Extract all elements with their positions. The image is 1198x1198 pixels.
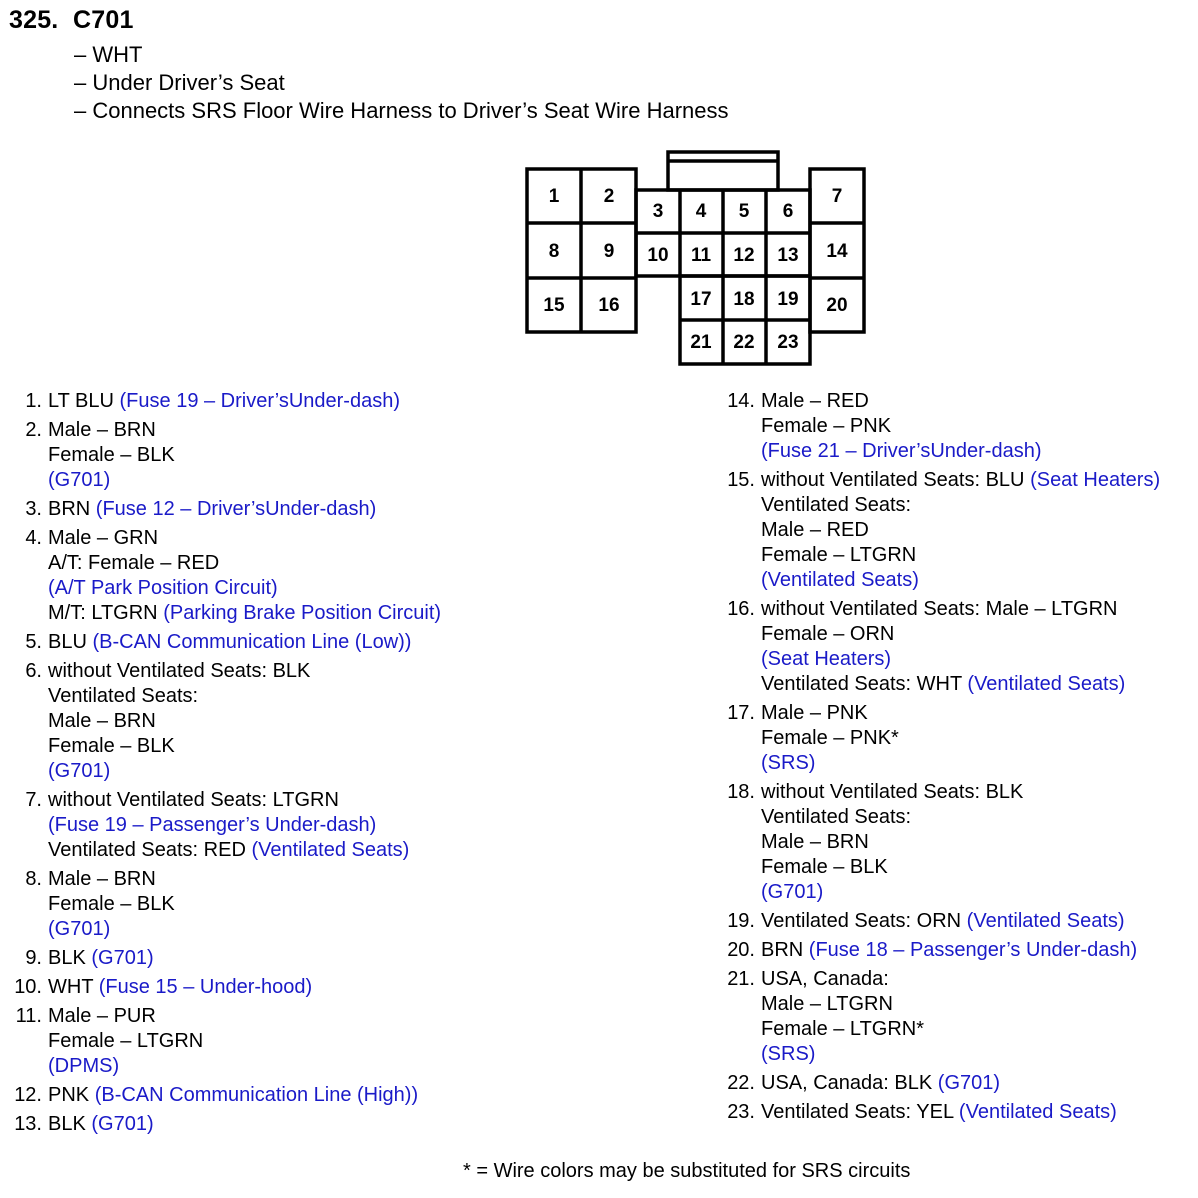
pin-entry bbox=[10, 418, 690, 493]
wire-color-text: without Ventilated Seats: BLK bbox=[761, 781, 1024, 803]
wire-color-text: without Ventilated Seats: BLU bbox=[761, 469, 1031, 491]
wire-color-text: Ventilated Seats: ORN bbox=[761, 910, 967, 932]
pin-16: 16 bbox=[598, 295, 620, 316]
pin-description-line bbox=[48, 1112, 690, 1137]
pin-entry bbox=[10, 526, 690, 626]
pin-description-line bbox=[48, 759, 690, 784]
pin-description-line bbox=[48, 443, 690, 468]
pin-number: 14. bbox=[727, 390, 755, 412]
wire-color-text: Female – BLK bbox=[48, 893, 175, 915]
wire-color-text: Female – BLK bbox=[48, 444, 175, 466]
pin-description-line bbox=[48, 468, 690, 493]
pin-entry bbox=[10, 975, 690, 1000]
pin-number: 1. bbox=[25, 390, 42, 412]
pin-entry bbox=[723, 597, 1193, 697]
wire-color-text: Female – LTGRN bbox=[761, 544, 917, 566]
pin-entry bbox=[10, 630, 690, 655]
pin-20: 20 bbox=[826, 295, 848, 316]
pin-description-line bbox=[48, 867, 690, 892]
pin-description-line bbox=[48, 788, 690, 813]
pin-entry bbox=[723, 701, 1193, 776]
pin-number: 5. bbox=[25, 631, 42, 653]
pin-23: 23 bbox=[777, 332, 799, 353]
wire-color-text: BRN bbox=[48, 498, 96, 520]
circuit-reference: (Seat Heaters) bbox=[1030, 469, 1161, 491]
pin-description-line bbox=[761, 518, 1193, 543]
wire-color-text: Male – BRN bbox=[48, 419, 156, 441]
pin-description-line bbox=[48, 734, 690, 759]
wire-color-text: Male – PUR bbox=[48, 1005, 156, 1027]
pin-number: 7. bbox=[25, 789, 42, 811]
pin-description-line bbox=[48, 813, 690, 838]
pin-description-line bbox=[761, 751, 1193, 776]
pin-entry bbox=[10, 389, 690, 414]
pin-description-line bbox=[761, 805, 1193, 830]
wire-color-text: Female – LTGRN* bbox=[761, 1018, 925, 1040]
pin-description-line bbox=[761, 992, 1193, 1017]
circuit-reference: (G701) bbox=[48, 760, 111, 782]
pin-description-line bbox=[48, 497, 690, 522]
wire-color-text: BRN bbox=[761, 939, 809, 961]
wire-color-text: Male – RED bbox=[761, 519, 869, 541]
pin-description-line bbox=[761, 439, 1193, 464]
pin-description-line bbox=[761, 597, 1193, 622]
wire-color-text: Female – PNK* bbox=[761, 727, 899, 749]
wire-color-text: Ventilated Seats: bbox=[48, 685, 199, 707]
pin-entry bbox=[10, 659, 690, 784]
circuit-reference: (Ventilated Seats) bbox=[958, 1101, 1117, 1123]
pin-17: 17 bbox=[690, 289, 712, 310]
pin-entry bbox=[10, 497, 690, 522]
pin-number: 17. bbox=[727, 702, 755, 724]
pin-description-line bbox=[761, 726, 1193, 751]
pin-entry bbox=[10, 946, 690, 971]
pin-description-line bbox=[761, 672, 1193, 697]
pin-description-line bbox=[48, 1083, 690, 1108]
connector-latch bbox=[668, 152, 778, 190]
pin-description-line bbox=[761, 1071, 1193, 1096]
circuit-reference: (Fuse 12 – Driver’sUnder-dash) bbox=[95, 498, 377, 520]
circuit-reference: (DPMS) bbox=[48, 1055, 120, 1077]
pin-number: 23. bbox=[727, 1101, 755, 1123]
wire-color-text: Ventilated Seats: bbox=[761, 494, 912, 516]
circuit-reference: (Parking Brake Position Circuit) bbox=[163, 602, 442, 624]
pin-entry bbox=[723, 389, 1193, 464]
pin-list-left bbox=[10, 389, 690, 1141]
pin-entry bbox=[10, 1083, 690, 1108]
pin-entry bbox=[10, 1004, 690, 1079]
pin-description-line bbox=[761, 622, 1193, 647]
wire-color-text: Female – PNK bbox=[761, 415, 892, 437]
pin-description-line bbox=[48, 917, 690, 942]
pin-entry bbox=[10, 1112, 690, 1137]
pin-22: 22 bbox=[733, 332, 755, 353]
pin-13: 13 bbox=[777, 245, 799, 266]
connector-face-diagram bbox=[0, 0, 1198, 380]
pin-number: 18. bbox=[727, 781, 755, 803]
wire-color-text: A/T: Female – RED bbox=[48, 552, 220, 574]
circuit-reference: (Fuse 21 – Driver’sUnder-dash) bbox=[761, 440, 1042, 462]
pin-number: 13. bbox=[14, 1113, 42, 1135]
pin-entry bbox=[10, 867, 690, 942]
pin-3: 3 bbox=[652, 201, 664, 222]
pin-description-line bbox=[48, 389, 690, 414]
pin-description-line bbox=[48, 1004, 690, 1029]
pin-description-line bbox=[48, 659, 690, 684]
pin-number: 22. bbox=[727, 1072, 755, 1094]
connector-location: – Under Driver’s Seat bbox=[74, 70, 285, 95]
pin-description-line bbox=[761, 647, 1193, 672]
circuit-reference: (G701) bbox=[48, 918, 111, 940]
wire-color-text: Male – LTGRN bbox=[761, 993, 893, 1015]
pin-21: 21 bbox=[690, 332, 712, 353]
pin-description-line bbox=[761, 855, 1193, 880]
section-number: 325. bbox=[9, 6, 59, 34]
pin-description-line bbox=[48, 709, 690, 734]
pin-description-line bbox=[48, 838, 690, 863]
circuit-reference: (B-CAN Communication Line (Low)) bbox=[92, 631, 412, 653]
pin-description-line bbox=[761, 967, 1193, 992]
pin-2: 2 bbox=[603, 186, 615, 207]
circuit-reference: (SRS) bbox=[761, 1043, 816, 1065]
circuit-reference: (G701) bbox=[761, 881, 824, 903]
pin-description-line bbox=[761, 543, 1193, 568]
pin-number: 21. bbox=[727, 968, 755, 990]
wire-color-text: WHT bbox=[48, 976, 99, 998]
wire-color-text: Male – BRN bbox=[761, 831, 869, 853]
connector-color: – WHT bbox=[74, 42, 143, 67]
wire-color-text: Ventilated Seats: RED bbox=[48, 839, 252, 861]
wire-color-text: PNK bbox=[48, 1084, 95, 1106]
pin-description-line bbox=[48, 601, 690, 626]
connector-id: C701 bbox=[73, 6, 134, 34]
wire-color-text: USA, Canada: bbox=[761, 968, 889, 990]
pin-11: 11 bbox=[690, 245, 712, 266]
pin-7: 7 bbox=[831, 186, 843, 207]
wire-color-text: Ventilated Seats: bbox=[761, 806, 912, 828]
circuit-reference: (B-CAN Communication Line (High)) bbox=[94, 1084, 419, 1106]
pin-description-line bbox=[761, 389, 1193, 414]
circuit-reference: (G701) bbox=[937, 1072, 1001, 1094]
pin-description-line bbox=[761, 1042, 1193, 1067]
pin-description-line bbox=[761, 701, 1193, 726]
pin-12: 12 bbox=[733, 245, 755, 266]
circuit-reference: (SRS) bbox=[761, 752, 816, 774]
wire-color-text: Male – GRN bbox=[48, 527, 159, 549]
circuit-reference: (Seat Heaters) bbox=[761, 648, 892, 670]
circuit-reference: (Ventilated Seats) bbox=[251, 839, 410, 861]
pin-description-line bbox=[761, 830, 1193, 855]
circuit-reference: (Ventilated Seats) bbox=[761, 569, 919, 591]
pin-6: 6 bbox=[782, 201, 794, 222]
pin-description-line bbox=[48, 551, 690, 576]
pin-description-line bbox=[48, 576, 690, 601]
wire-color-text: BLK bbox=[48, 1113, 92, 1135]
wire-color-text: Female – BLK bbox=[48, 735, 175, 757]
pin-15: 15 bbox=[543, 295, 565, 316]
pin-description-line bbox=[761, 1017, 1193, 1042]
wire-color-text: Ventilated Seats: YEL bbox=[761, 1101, 959, 1123]
pin-number: 3. bbox=[25, 498, 42, 520]
pin-description-line bbox=[761, 414, 1193, 439]
wire-color-text: LT BLU bbox=[48, 390, 120, 412]
pin-number: 8. bbox=[25, 868, 42, 890]
wire-color-text: Female – BLK bbox=[761, 856, 888, 878]
wire-color-text: without Ventilated Seats: BLK bbox=[48, 660, 311, 682]
wire-color-text: Male – BRN bbox=[48, 868, 156, 890]
circuit-reference: (Fuse 19 – Driver’sUnder-dash) bbox=[119, 390, 400, 412]
pin-description-line bbox=[761, 568, 1193, 593]
pin-description-line bbox=[761, 909, 1193, 934]
pin-entry bbox=[723, 938, 1193, 963]
pin-4: 4 bbox=[695, 201, 707, 222]
circuit-reference: (A/T Park Position Circuit) bbox=[48, 577, 278, 599]
pin-description-line bbox=[761, 880, 1193, 905]
footnote: * = Wire colors may be substituted for SRS circuits bbox=[463, 1160, 911, 1182]
pin-description-line bbox=[48, 892, 690, 917]
pin-number: 6. bbox=[25, 660, 42, 682]
pin-number: 12. bbox=[14, 1084, 42, 1106]
circuit-reference: (Fuse 15 – Under-hood) bbox=[98, 976, 313, 998]
wire-color-text: BLK bbox=[48, 947, 92, 969]
pin-description-line bbox=[761, 938, 1193, 963]
pin-number: 20. bbox=[727, 939, 755, 961]
wire-color-text: Male – PNK bbox=[761, 702, 868, 724]
wire-color-text: Ventilated Seats: WHT bbox=[761, 673, 968, 695]
pin-number: 2. bbox=[25, 419, 42, 441]
wire-color-text: Male – BRN bbox=[48, 710, 156, 732]
wire-color-text: Female – LTGRN bbox=[48, 1030, 204, 1052]
circuit-reference: (Ventilated Seats) bbox=[967, 673, 1126, 695]
pin-description-line bbox=[761, 493, 1193, 518]
wire-color-text: USA, Canada: BLK bbox=[761, 1072, 938, 1094]
pin-number: 10. bbox=[14, 976, 42, 998]
pin-entry bbox=[723, 468, 1193, 593]
pin-description-line bbox=[48, 975, 690, 1000]
pin-description-line bbox=[761, 468, 1193, 493]
pin-description-line bbox=[48, 418, 690, 443]
pin-entry bbox=[723, 1100, 1193, 1125]
pin-5: 5 bbox=[738, 201, 750, 222]
pin-entry bbox=[723, 780, 1193, 905]
wire-color-text: BLU bbox=[48, 631, 93, 653]
pin-entry bbox=[723, 1071, 1193, 1096]
pin-entry bbox=[723, 909, 1193, 934]
pin-number: 15. bbox=[727, 469, 755, 491]
pin-10: 10 bbox=[647, 245, 669, 266]
circuit-reference: (Fuse 18 – Passenger’s Under-dash) bbox=[808, 939, 1138, 961]
circuit-reference: (G701) bbox=[91, 947, 154, 969]
circuit-reference: (Ventilated Seats) bbox=[966, 910, 1125, 932]
pin-number: 4. bbox=[25, 527, 42, 549]
wire-color-text: Male – RED bbox=[761, 390, 869, 412]
pin-entry bbox=[10, 788, 690, 863]
pin-description-line bbox=[48, 526, 690, 551]
pin-description-line bbox=[48, 630, 690, 655]
connector-description: – Connects SRS Floor Wire Harness to Driver’s Seat Wire Harness bbox=[74, 98, 729, 123]
pin-description-line bbox=[761, 780, 1193, 805]
pin-list-right bbox=[723, 389, 1193, 1129]
pin-description-line bbox=[48, 1054, 690, 1079]
pin-8: 8 bbox=[548, 241, 560, 262]
pin-description-line bbox=[48, 1029, 690, 1054]
pin-number: 11. bbox=[15, 1005, 42, 1027]
pin-19: 19 bbox=[777, 289, 799, 310]
pin-number: 16. bbox=[727, 598, 755, 620]
pin-1: 1 bbox=[548, 186, 560, 207]
wire-color-text: M/T: LTGRN bbox=[48, 602, 164, 624]
circuit-reference: (G701) bbox=[48, 469, 111, 491]
pin-number: 9. bbox=[25, 947, 42, 969]
pin-entry bbox=[723, 967, 1193, 1067]
wire-color-text: without Ventilated Seats: Male – LTGRN bbox=[761, 598, 1118, 620]
circuit-reference: (G701) bbox=[91, 1113, 154, 1135]
pin-9: 9 bbox=[603, 241, 615, 262]
wire-color-text: Female – ORN bbox=[761, 623, 895, 645]
pin-description-line bbox=[48, 684, 690, 709]
pin-number: 19. bbox=[727, 910, 755, 932]
pin-description-line bbox=[761, 1100, 1193, 1125]
circuit-reference: (Fuse 19 – Passenger’s Under-dash) bbox=[48, 814, 377, 836]
pin-14: 14 bbox=[826, 241, 848, 262]
pin-18: 18 bbox=[733, 289, 755, 310]
wire-color-text: without Ventilated Seats: LTGRN bbox=[48, 789, 339, 811]
pin-description-line bbox=[48, 946, 690, 971]
